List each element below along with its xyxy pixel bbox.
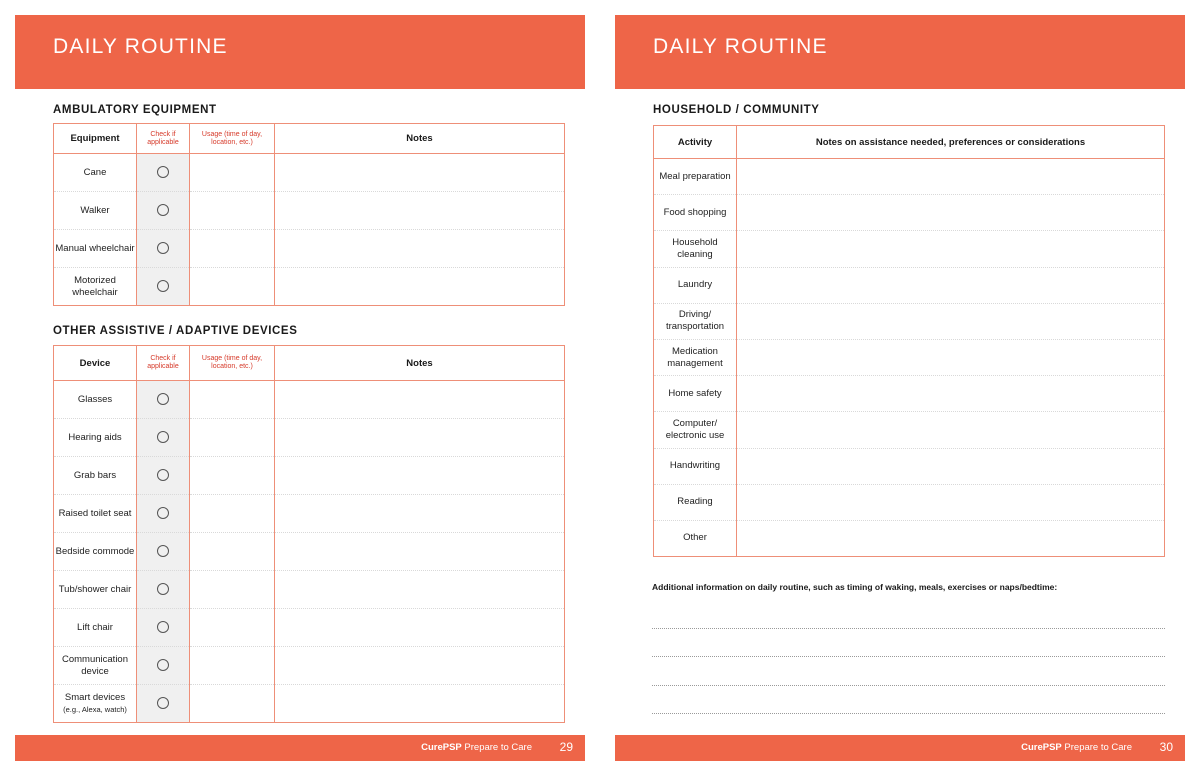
col-notes: Notes (275, 346, 565, 381)
notes-cell[interactable] (275, 192, 565, 230)
table-row (54, 381, 565, 419)
row-label-text: Walker (80, 204, 110, 216)
activity-label: Computer/ electronic use (654, 412, 737, 448)
col-assistance-notes: Notes on assistance needed, preferences or considerations (737, 126, 1165, 159)
notes-cell[interactable] (275, 154, 565, 192)
col-equipment: Equipment (54, 124, 137, 154)
row-label (54, 457, 137, 495)
notes-cell[interactable] (275, 419, 565, 457)
activity-label: Medication management (654, 339, 737, 375)
row-label-text: Glasses (77, 393, 113, 405)
notes-cell[interactable] (275, 457, 565, 495)
row-label (54, 192, 137, 230)
col-usage: Usage (time of day, location, etc.) (190, 124, 275, 154)
table-row (654, 231, 1165, 267)
row-label (54, 154, 137, 192)
col-check: Check if applicable (137, 124, 190, 154)
activity-label: Meal preparation (654, 159, 737, 195)
usage-cell[interactable] (190, 381, 275, 419)
circle-checkbox-icon[interactable] (157, 242, 169, 254)
writing-line[interactable] (652, 628, 1165, 629)
writing-line[interactable] (652, 713, 1165, 714)
check-cell (137, 685, 190, 723)
row-label-text: Bedside commode (55, 545, 135, 557)
table-row (654, 484, 1165, 520)
usage-cell[interactable] (190, 457, 275, 495)
ambulatory-heading: AMBULATORY EQUIPMENT (53, 104, 217, 116)
footer-brand: CurePSP Prepare to Care (421, 742, 532, 753)
usage-cell[interactable] (190, 685, 275, 723)
device-rows (54, 381, 565, 723)
row-label (54, 685, 137, 723)
row-label (54, 609, 137, 647)
page-title: DAILY ROUTINE (653, 35, 828, 58)
row-label-sub: (e.g., Alexa, watch) (63, 704, 127, 714)
row-label-text: Lift chair (77, 621, 113, 633)
usage-cell[interactable] (190, 647, 275, 685)
ambulatory-equipment-table (53, 123, 565, 306)
row-label-text: Manual wheelchair (55, 242, 135, 254)
check-cell (137, 609, 190, 647)
usage-cell[interactable] (190, 609, 275, 647)
check-cell (137, 381, 190, 419)
header-band (15, 15, 585, 89)
notes-cell[interactable] (275, 647, 565, 685)
table-row (654, 159, 1165, 195)
check-cell (137, 192, 190, 230)
notes-cell[interactable] (275, 533, 565, 571)
row-label (54, 495, 137, 533)
page-29 (15, 15, 585, 761)
notes-cell[interactable] (275, 268, 565, 306)
row-label (54, 533, 137, 571)
usage-cell[interactable] (190, 495, 275, 533)
activity-label: Driving/ transportation (654, 303, 737, 339)
circle-checkbox-icon[interactable] (157, 583, 169, 595)
row-label-text: Tub/shower chair (58, 583, 132, 595)
check-cell (137, 571, 190, 609)
row-label-text: Cane (83, 166, 107, 178)
additional-info-label: Additional information on daily routine, such as timing of waking, meals, exercises or naps/bedtime: (652, 582, 1058, 592)
footer-band (15, 735, 585, 761)
circle-checkbox-icon[interactable] (157, 545, 169, 557)
check-cell (137, 647, 190, 685)
table-row (654, 520, 1165, 556)
footer-brand: CurePSP Prepare to Care (1021, 742, 1132, 753)
row-label-text: Motorized wheelchair (72, 274, 118, 298)
check-cell (137, 533, 190, 571)
household-community-table (653, 125, 1165, 557)
notes-cell[interactable] (275, 381, 565, 419)
usage-cell[interactable] (190, 154, 275, 192)
circle-checkbox-icon[interactable] (157, 507, 169, 519)
activity-label: Other (654, 520, 737, 556)
assistance-notes-cell[interactable] (737, 231, 1165, 267)
row-label-text: Raised toilet seat (58, 507, 132, 519)
assistance-notes-cell[interactable] (737, 376, 1165, 412)
table-row (54, 230, 565, 268)
table-row (654, 195, 1165, 231)
table-row (54, 495, 565, 533)
usage-cell[interactable] (190, 192, 275, 230)
assistance-notes-cell[interactable] (737, 412, 1165, 448)
header-band (615, 15, 1185, 89)
table-row (54, 268, 565, 306)
usage-cell[interactable] (190, 419, 275, 457)
usage-cell[interactable] (190, 268, 275, 306)
row-label (54, 230, 137, 268)
check-cell (137, 495, 190, 533)
table-row (654, 412, 1165, 448)
assistance-notes-cell[interactable] (737, 448, 1165, 484)
circle-checkbox-icon[interactable] (157, 431, 169, 443)
row-label (54, 571, 137, 609)
circle-checkbox-icon[interactable] (157, 659, 169, 671)
row-label (54, 381, 137, 419)
notes-cell[interactable] (275, 609, 565, 647)
activity-label: Home safety (654, 376, 737, 412)
circle-checkbox-icon[interactable] (157, 697, 169, 709)
table-row (54, 571, 565, 609)
table-row (654, 339, 1165, 375)
assistance-notes-cell[interactable] (737, 520, 1165, 556)
col-device: Device (54, 346, 137, 381)
table-row (54, 192, 565, 230)
circle-checkbox-icon[interactable] (157, 166, 169, 178)
writing-line[interactable] (652, 685, 1165, 686)
usage-cell[interactable] (190, 533, 275, 571)
circle-checkbox-icon[interactable] (157, 280, 169, 292)
assistance-notes-cell[interactable] (737, 267, 1165, 303)
circle-checkbox-icon[interactable] (157, 469, 169, 481)
assistance-notes-cell[interactable] (737, 484, 1165, 520)
table-row (54, 685, 565, 723)
row-label-text: Communication device (62, 653, 128, 677)
usage-cell[interactable] (190, 230, 275, 268)
col-check: Check if applicable (137, 346, 190, 381)
page-number: 29 (559, 740, 573, 754)
col-activity: Activity (654, 126, 737, 159)
row-label-text: Smart devices (64, 691, 126, 703)
household-heading: HOUSEHOLD / COMMUNITY (653, 104, 820, 116)
assistance-notes-cell[interactable] (737, 303, 1165, 339)
assistance-notes-cell[interactable] (737, 339, 1165, 375)
notes-cell[interactable] (275, 230, 565, 268)
footer-band (615, 735, 1185, 761)
page-30 (615, 15, 1185, 761)
assistance-notes-cell[interactable] (737, 159, 1165, 195)
check-cell (137, 230, 190, 268)
notes-cell[interactable] (275, 685, 565, 723)
row-label-text: Grab bars (73, 469, 117, 481)
col-notes: Notes (275, 124, 565, 154)
writing-line[interactable] (652, 656, 1165, 657)
circle-checkbox-icon[interactable] (157, 621, 169, 633)
check-cell (137, 154, 190, 192)
assistance-notes-cell[interactable] (737, 195, 1165, 231)
household-rows (654, 159, 1165, 557)
page-title: DAILY ROUTINE (53, 35, 228, 58)
check-cell (137, 268, 190, 306)
check-cell (137, 457, 190, 495)
table-row (54, 609, 565, 647)
devices-heading: OTHER ASSISTIVE / ADAPTIVE DEVICES (53, 325, 298, 337)
table-row (654, 267, 1165, 303)
table-row (654, 376, 1165, 412)
activity-label: Household cleaning (654, 231, 737, 267)
table-row (654, 303, 1165, 339)
table-row (54, 419, 565, 457)
check-cell (137, 419, 190, 457)
ambulatory-rows (54, 154, 565, 306)
activity-label: Food shopping (654, 195, 737, 231)
circle-checkbox-icon[interactable] (157, 204, 169, 216)
notes-cell[interactable] (275, 495, 565, 533)
table-row (654, 448, 1165, 484)
circle-checkbox-icon[interactable] (157, 393, 169, 405)
row-label (54, 647, 137, 685)
page-number: 30 (1159, 740, 1173, 754)
activity-label: Reading (654, 484, 737, 520)
notes-cell[interactable] (275, 571, 565, 609)
table-row (54, 457, 565, 495)
row-label (54, 268, 137, 306)
table-row (54, 647, 565, 685)
col-usage: Usage (time of day, location, etc.) (190, 346, 275, 381)
table-row (54, 154, 565, 192)
activity-label: Laundry (654, 267, 737, 303)
row-label (54, 419, 137, 457)
activity-label: Handwriting (654, 448, 737, 484)
table-row (54, 533, 565, 571)
assistive-devices-table (53, 345, 565, 723)
usage-cell[interactable] (190, 571, 275, 609)
row-label-text: Hearing aids (68, 431, 122, 443)
